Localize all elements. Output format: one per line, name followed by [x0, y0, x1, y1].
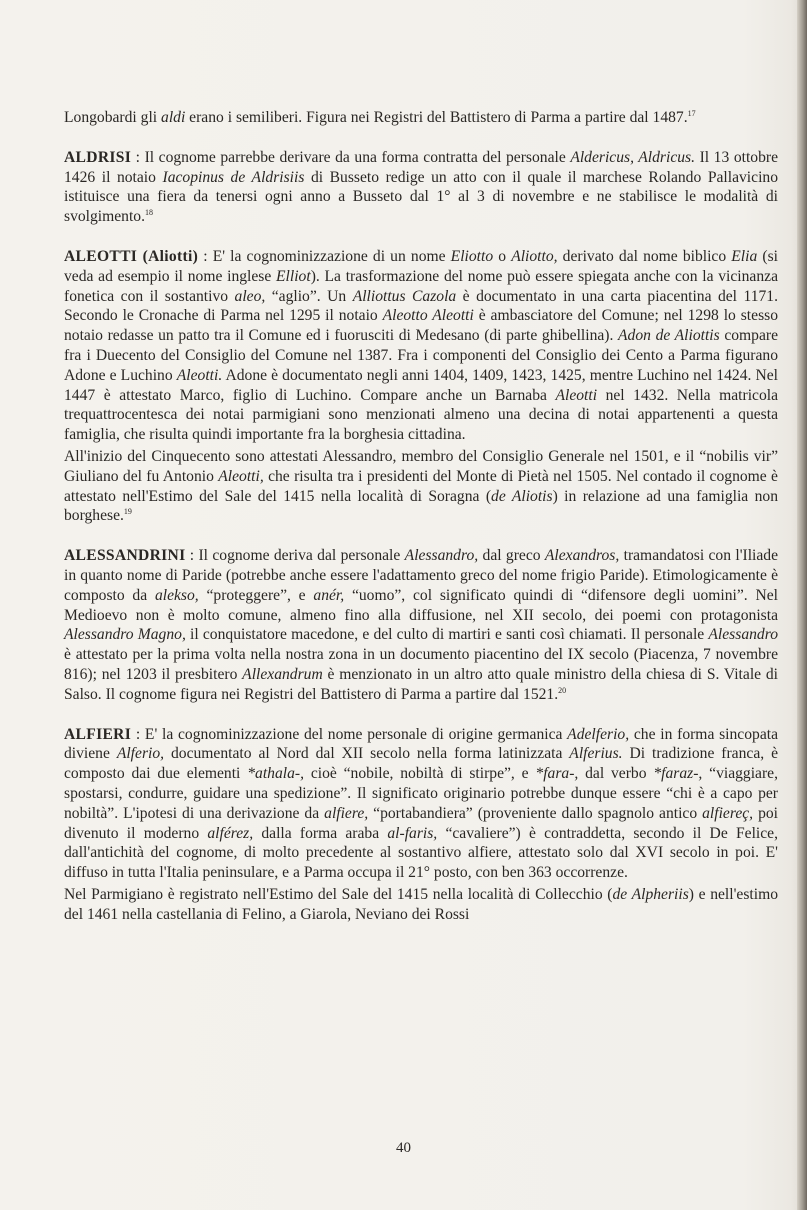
italic-term: Alferio,	[116, 745, 165, 763]
body-text	[64, 108, 778, 924]
italic-term: Aleotti	[555, 386, 598, 404]
text-run: : Il cognome parrebbe derivare da una forma contratta del personale	[131, 148, 571, 166]
text-run: di Busseto redige un atto con il quale il marchese Rolando Pallavicino istituisce una fiera da tenersi ogni anno a Busseto dal 1° al 3 di novembre e ne stabilisce le modalità di svolgimento.	[64, 168, 778, 226]
text-run: Il 13 ottobre 1426 il notaio	[64, 148, 778, 186]
italic-term: Allexandrum	[242, 665, 323, 683]
italic-term: alfiere,	[324, 804, 369, 822]
italic-term: Aleotti.	[176, 366, 223, 384]
italic-term: alekso,	[154, 586, 199, 604]
text-run: “viaggiare, spostarsi, condurre, guidare una spedizione”. Il significato originario potrebbe dunque essere “chi è a capo per nobiltà”. L'ipotesi di una derivazione da	[64, 765, 778, 822]
italic-term: Alferius.	[569, 745, 623, 763]
italic-term: *fara-,	[535, 765, 579, 783]
italic-term: aleo,	[234, 287, 266, 305]
italic-term: *faraz-,	[653, 765, 703, 783]
italic-term: Adon de Aliottis	[618, 327, 720, 345]
italic-term: de Aliotis	[491, 487, 553, 505]
text-run: “cavaliere”) è contraddetta, secondo il De Felice, dall'antichità del cognome, di molto precedente al sostantivo alfiere, attestato solo dal XVI secolo in poi. E' diffuso in tutta l'Italia peninsulare, e a Parma occupa il 21° posto, con ben 363 occorrenze.	[64, 824, 778, 882]
entry-heading: ALFIERI	[64, 725, 132, 743]
text-run: il conquistatore macedone, e del culto di martiri e santi così chiamati. Il personale	[185, 626, 709, 644]
text-run: Di tradizione franca, è composto dai due elementi	[64, 745, 778, 783]
italic-term: aldi	[161, 109, 186, 126]
text-run: Adone è documentato negli anni 1404, 1409, 1423, 1425, mentre Luchino nel 1424. Nel 1447 è attestato Marco, figlio di Luchino. Compare anche un Barnaba	[64, 366, 778, 404]
italic-term: Alessandro Magno,	[64, 626, 186, 644]
text-run: cioè “nobile, nobiltà di stirpe”, e	[303, 765, 536, 783]
italic-term: Aldericus, Aldricus.	[570, 148, 696, 166]
italic-term: Elliot	[276, 267, 311, 285]
italic-term: Eliotto	[450, 247, 494, 265]
text-run: tramandatosi con l'Iliade in quanto nome di Paride (potrebbe anche essere l'adattamento greco del nome frigio Paride). Etimologicamente è composto da	[64, 547, 779, 604]
text-run: erano i semiliberi. Figura nei Registri del Battistero di Parma a partire dal 1487.	[185, 109, 688, 126]
text-run: “portabandiera” (proveniente dallo spagnolo antico	[368, 804, 703, 822]
text-run: ) in relazione ad una famiglia non borghese.	[64, 487, 778, 525]
paragraph-p2	[64, 247, 778, 445]
italic-term: Elia	[731, 247, 758, 265]
page-edge-shadow	[797, 0, 807, 1210]
italic-term: alfiereç,	[702, 804, 754, 822]
italic-term: Aliotto,	[511, 247, 558, 265]
text-run: ). La trasformazione del nome può essere spiegata anche con la vicinanza fonetica con il sostantivo	[64, 267, 778, 305]
italic-term: al-faris,	[387, 824, 438, 842]
italic-term: Alliottus Cazola	[352, 287, 457, 305]
text-run: “uomo”, col significato quindi di “difensore degli uomini”. Nel Medioevo non è molto comune, almeno fino alla diffusione, nel XII secolo, dei poemi con protagonista	[64, 586, 779, 624]
paragraph-p4	[64, 546, 778, 704]
page-number: 40	[396, 1140, 411, 1156]
italic-term: *athala-,	[247, 765, 304, 783]
text-run: dal greco	[478, 547, 545, 565]
text-run: che risulta tra i presidenti del Monte di Pietà nel 1505. Nel contado il cognome è attestato nell'Estimo del Sale del 1415 nella località di Soragna (	[64, 467, 778, 505]
text-run: “proteggere”, e	[198, 586, 314, 604]
paragraph-p1	[64, 148, 778, 227]
italic-term: anér,	[313, 586, 345, 604]
text-run: che in forma sincopata diviene	[64, 725, 778, 763]
italic-term: Aleotti,	[218, 467, 264, 485]
entry-heading: ALEOTTI (Aliotti)	[64, 247, 199, 265]
italic-term: Aleotto Aleotti	[382, 307, 474, 325]
paragraph-p5	[64, 725, 778, 883]
text-run: derivato dal nome biblico	[557, 247, 732, 265]
text-run: è ambasciatore del Comune; nel 1298 lo stesso notaio redasse un patto tra il Comune ed i fuorusciti di Medesano (di parte ghibellina).	[64, 307, 778, 345]
text-run: poi divenuto il moderno	[64, 804, 779, 842]
text-run: documentato al Nord dal XII secolo nella forma latinizzata	[164, 745, 570, 763]
footnote-ref: 18	[145, 208, 153, 217]
text-run: o	[493, 247, 512, 265]
text-run: è attestato per la prima volta nella nostra zona in un documento piacentino del IX secolo (Piacenza, 7 novembre 816); nel 1203 il presbitero	[64, 646, 778, 683]
footnote-ref: 17	[687, 108, 696, 118]
italic-term: alférez,	[207, 824, 254, 842]
italic-term: Alexandros,	[544, 547, 620, 565]
text-run: “aglio”. Un	[265, 287, 353, 305]
footnote-ref: 19	[123, 507, 132, 517]
paragraph-p3	[64, 447, 778, 526]
text-run: nel 1432. Nella matricola trequattrocentesca dei notai parmigiani sono menzionati almeno una decina di notai appartenenti a questa famiglia, che risulta quindi importante fra la borghesia cittadina.	[64, 386, 778, 444]
text-run: : Il cognome deriva dal personale	[185, 547, 405, 565]
italic-term: Alessandro,	[404, 547, 479, 565]
italic-term: Iacopinus de Aldrisiis	[162, 168, 305, 186]
paragraph-p6	[64, 885, 778, 925]
paragraph-p0	[64, 108, 778, 128]
text-run: : E' la cognominizzazione del nome personale di origine germanica	[131, 725, 568, 743]
footnote-ref: 20	[558, 685, 567, 695]
entry-heading: ALDRISI	[64, 148, 132, 166]
text-run: : E' la cognominizzazione di un nome	[198, 247, 451, 265]
text-run: Nel Parmigiano è registrato nell'Estimo del Sale del 1415 nella località di Collecchio (	[64, 885, 613, 903]
text-run: è menzionato in un altro atto quale ministro della chiesa di S. Vitale di Salso. Il cognome figura nei Registri del Battistero di Parma a partire dal 1521.	[64, 665, 778, 703]
italic-term: de Alpheriis	[612, 885, 689, 903]
text-run: (si veda ad esempio il nome inglese	[64, 247, 779, 285]
text-run: compare fra i Duecento del Consiglio del Comune nel 1387. Fra i componenti del Consiglio dei Cento a Parma figurano Adone e Luchino	[64, 327, 779, 384]
text-run: Longobardi gli	[64, 109, 162, 126]
text-run: ) e nell'estimo del 1461 nella castellania di Felino, a Giarola, Neviano dei Rossi	[64, 885, 778, 923]
entry-heading: ALESSANDRINI	[64, 547, 186, 565]
text-run: è documentato in una carta piacentina del 1171. Secondo le Cronache di Parma nel 1295 il notaio	[64, 287, 778, 325]
italic-term: Alessandro	[708, 626, 778, 644]
text-run: dal verbo	[578, 765, 654, 783]
italic-term: Adelferio,	[567, 725, 630, 743]
text-run: All'inizio del Cinquecento sono attestati Alessandro, membro del Consiglio Generale nel 1501, e il “nobilis vir” Giuliano del fu Antonio	[64, 447, 778, 485]
text-run: dalla forma araba	[253, 824, 388, 842]
